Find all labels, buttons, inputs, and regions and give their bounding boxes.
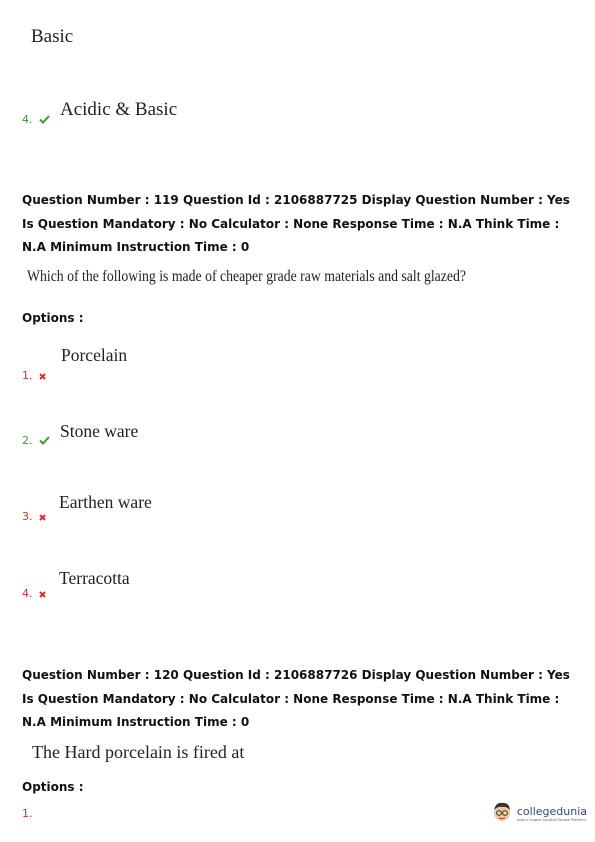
logo-name: collegedunia bbox=[516, 804, 587, 818]
option-text: Acidic & Basic bbox=[60, 99, 178, 120]
option-text: Stone ware bbox=[60, 421, 139, 441]
mascot-icon bbox=[491, 800, 513, 828]
option-number: 2. bbox=[22, 434, 50, 448]
check-icon bbox=[39, 435, 50, 448]
option-text: Terracotta bbox=[59, 568, 130, 588]
option-number: 4. bbox=[22, 113, 50, 127]
options-label: Options : bbox=[22, 311, 84, 325]
check-icon bbox=[39, 114, 50, 127]
cross-icon bbox=[39, 511, 46, 524]
cross-icon bbox=[39, 370, 46, 383]
question-text: Which of the following is made of cheaper grade raw materials and salt glazed? bbox=[27, 268, 466, 285]
previous-answer-text: Basic bbox=[31, 26, 74, 47]
logo-tagline: India's largest Student Review Platform bbox=[516, 817, 586, 822]
collegedunia-logo bbox=[491, 800, 587, 828]
option-number: 4. bbox=[22, 587, 46, 601]
question-meta: Question Number : 119 Question Id : 2106887725 Display Question Number : Yes Is Question Mandatory : No Calculator : None Response Time : N.A Think Time : N.A Minimum Instruction Time : 0 bbox=[22, 193, 570, 254]
option-number: 3. bbox=[22, 510, 46, 524]
cross-icon bbox=[39, 588, 46, 601]
option-text: Porcelain bbox=[61, 345, 128, 365]
question-meta: Question Number : 120 Question Id : 2106887726 Display Question Number : Yes Is Question Mandatory : No Calculator : None Response Time : N.A Think Time : N.A Minimum Instruction Time : 0 bbox=[22, 668, 570, 729]
option-number: 1. bbox=[22, 369, 46, 383]
question-text: The Hard porcelain is fired at bbox=[32, 742, 245, 762]
option-text: Earthen ware bbox=[59, 492, 152, 512]
options-label: Options : bbox=[22, 780, 84, 794]
option-number: 1. bbox=[22, 807, 33, 820]
